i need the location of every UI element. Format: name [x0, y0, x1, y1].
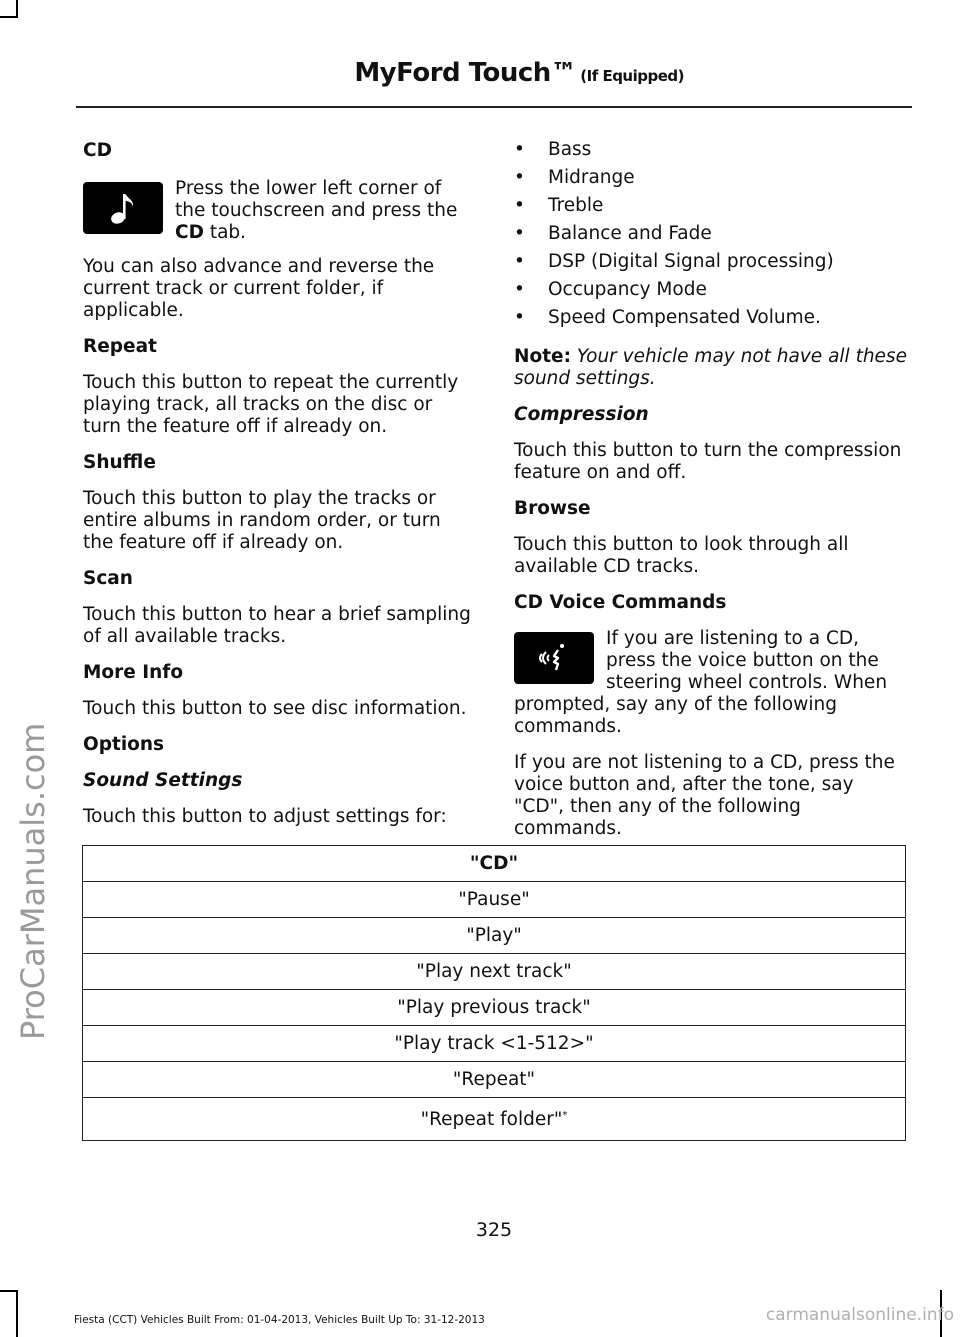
advance-text: You can also advance and reverse the current track or current folder, if applicable. [83, 256, 435, 321]
cd-intro-text-end: tab. [203, 222, 247, 243]
not-listening-text: If you are not listening to a CD, press the voice button and, after the tone, say "CD", then any of the following commands. [514, 752, 895, 839]
more-info-heading: More Info [83, 662, 184, 683]
compression-text: Touch this button to turn the compression feature on and off. [514, 440, 902, 483]
page-header [354, 58, 684, 88]
right-column [514, 140, 909, 854]
voice-text: If you are listening to a CD, press the voice button on the steering wheel controls. When prompted, say any of the following commands. [514, 628, 888, 737]
sound-settings-text: Touch this button to adjust settings for: [83, 806, 447, 827]
section-heading-cd: CD [83, 140, 112, 161]
table-cell: "Pause" [83, 882, 906, 918]
crop-mark [0, 16, 18, 18]
table-row [83, 954, 906, 990]
page-number: 325 [475, 1219, 513, 1241]
list-item: • Occupancy Mode [514, 280, 909, 308]
table-cell: "Play" [83, 918, 906, 954]
shuffle-text: Touch this button to play the tracks or entire albums in random order, or turn the feature off if already on. [83, 488, 441, 553]
note [514, 346, 909, 390]
voice-commands-heading: CD Voice Commands [514, 592, 727, 613]
voice-intro [514, 628, 909, 738]
browse-text: Touch this button to look through all available CD tracks. [514, 534, 849, 577]
table-header-row [83, 846, 906, 882]
note-text: Your vehicle may not have all these sound settings. [514, 346, 907, 389]
shuffle-heading: Shuffle [83, 452, 156, 473]
repeat-text: Touch this button to repeat the currently playing track, all tracks on the disc or turn the feature off if already on. [83, 372, 459, 437]
table-row [83, 1062, 906, 1098]
scan-heading: Scan [83, 568, 133, 589]
sound-settings-list [514, 140, 909, 336]
repeat-heading: Repeat [83, 336, 157, 357]
table-cell-text: "Repeat folder" [420, 1108, 563, 1130]
music-note-icon [83, 182, 163, 234]
table-row [83, 918, 906, 954]
table-row [83, 1026, 906, 1062]
header-title: MyFord Touch™ [354, 58, 577, 88]
cd-tab-label: CD [175, 222, 204, 243]
cd-intro [83, 178, 476, 244]
table-cell: "Play previous track" [83, 990, 906, 1026]
browse-heading: Browse [514, 498, 591, 519]
list-item: • Treble [514, 196, 909, 224]
list-item: • Bass [514, 140, 909, 168]
table-cell: "Repeat" [83, 1062, 906, 1098]
footer-text: Fiesta (CCT) Vehicles Built From: 01-04-2013, Vehicles Built Up To: 31-12-2013 [74, 1314, 485, 1326]
list-item: • Midrange [514, 168, 909, 196]
table-cell: "Play next track" [83, 954, 906, 990]
crop-mark [16, 1290, 18, 1337]
table-header-cell: "CD" [83, 846, 906, 882]
crop-mark [0, 1290, 18, 1292]
voice-commands-table [82, 845, 906, 1141]
sound-settings-heading: Sound Settings [83, 770, 243, 791]
table-row [83, 882, 906, 918]
list-item: • DSP (Digital Signal processing) [514, 252, 909, 280]
list-item: • Speed Compensated Volume. [514, 308, 909, 336]
side-watermark: ProCarManuals.com [14, 722, 52, 1040]
header-divider [76, 106, 912, 108]
note-label: Note: [514, 346, 571, 367]
compression-heading: Compression [514, 404, 649, 425]
table-row [83, 990, 906, 1026]
table-cell: "Play track <1-512>" [83, 1026, 906, 1062]
footnote-mark: * [562, 1109, 568, 1121]
left-column [83, 140, 476, 842]
cd-intro-text: Press the lower left corner of the touchscreen and press the [175, 178, 458, 221]
more-info-text: Touch this button to see disc information. [83, 698, 467, 719]
table-cell [83, 1098, 906, 1141]
table-row [83, 1098, 906, 1141]
options-heading: Options [83, 734, 165, 755]
list-item: • Balance and Fade [514, 224, 909, 252]
header-subtitle: (If Equipped) [580, 67, 684, 85]
scan-text: Touch this button to hear a brief sampling of all available tracks. [83, 604, 471, 647]
footer-watermark: carmanualsonline.info [765, 1305, 954, 1325]
voice-command-icon [514, 632, 594, 684]
